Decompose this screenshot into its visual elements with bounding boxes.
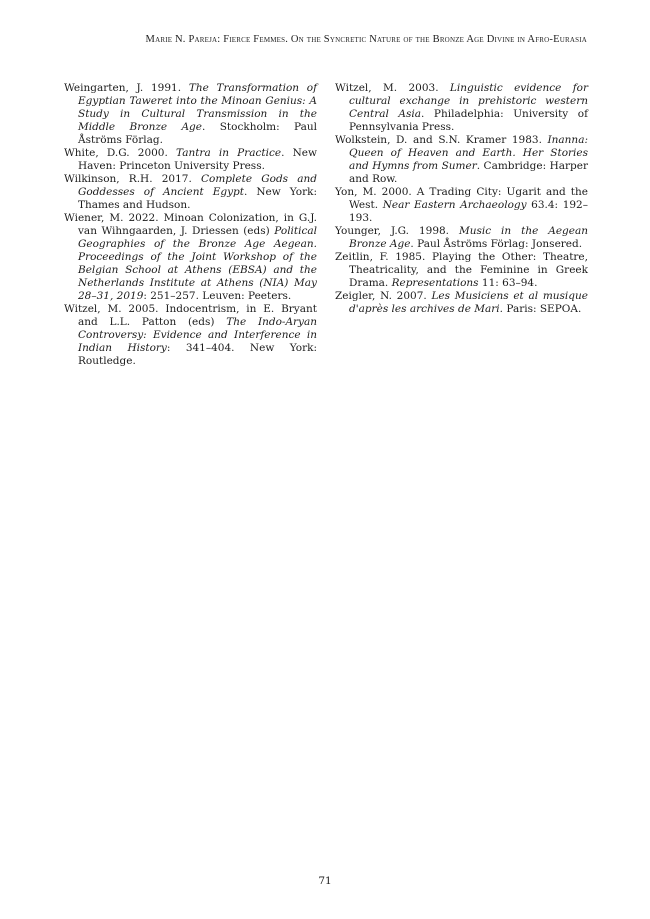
ref-title: Linguistic evidence for cultural exchange in prehistoric western Central Asia	[349, 82, 588, 120]
ref-text: . Philadelphia: University of Pennsylvania Press.	[349, 108, 588, 133]
reference-entry	[64, 173, 317, 212]
reference-entry	[335, 134, 588, 186]
ref-title: Music in the Aegean Bronze Age	[349, 225, 588, 250]
right-column	[335, 82, 588, 368]
reference-entry	[64, 303, 317, 368]
ref-text: Wolkstein, D. and S.N. Kramer 1983.	[335, 134, 548, 146]
ref-title: Tantra in Practice	[176, 147, 282, 159]
ref-text: Zeitlin, F. 1985. Playing the Other: Theatre, Theatricality, and the Feminine in Greek Drama.	[335, 251, 588, 289]
ref-title: Representations	[391, 277, 479, 289]
ref-text: : 341–404. New York: Routledge.	[78, 342, 317, 367]
ref-text: 63.4: 192–193.	[349, 199, 588, 224]
ref-text: . Cambridge: Harper and Row.	[349, 160, 588, 185]
ref-title: The Transformation of Egyptian Taweret into the Minoan Genius: A Study in Cultural Transmission in the Middle Bronze Age	[78, 82, 318, 133]
ref-text: . Paul Åströms Förlag: Jonsered.	[410, 238, 583, 250]
running-head: Marie N. Pareja: Fierce Femmes. On the Syncretic Nature of the Bronze Age Divine in Afro-Eurasia	[145, 34, 587, 45]
ref-title: Near Eastern Archaeology	[382, 199, 527, 211]
ref-title: Les Musiciens et al musique d'après les archives de Mari	[349, 290, 588, 315]
ref-title: The Indo-Aryan Controversy: Evidence and Interference in Indian History	[78, 316, 318, 354]
left-column	[64, 82, 317, 368]
ref-text: Wilkinson, R.H. 2017.	[64, 173, 201, 185]
ref-title: Political Geographies of the Bronze Age Aegean. Proceedings of the Joint Workshop of the Belgian School at Athens (EBSA) and the Netherlands Institute at Athens (NIA) May 28–31, 2019	[78, 225, 317, 302]
ref-title: Complete Gods and Goddesses of Ancient Egypt	[78, 173, 317, 198]
ref-text: . Stockholm: Paul Åströms Förlag.	[78, 121, 317, 146]
ref-text: 11: 63–94.	[478, 277, 538, 289]
reference-entry	[64, 82, 317, 147]
ref-text: Yon, M. 2000. A Trading City: Ugarit and the West.	[335, 186, 588, 211]
reference-entry	[335, 186, 588, 225]
reference-entry	[335, 290, 588, 316]
ref-text: Weingarten, J. 1991.	[64, 82, 189, 94]
reference-columns	[64, 82, 588, 368]
ref-text: Wiener, M. 2022. Minoan Colonization, in G.J. van Wihngaarden, J. Driessen (eds)	[64, 212, 317, 237]
ref-title: Inanna: Queen of Heaven and Earth. Her Stories and Hymns from Sumer	[349, 134, 588, 172]
reference-entry	[335, 225, 588, 251]
reference-entry	[64, 212, 317, 303]
ref-text: Zeigler, N. 2007.	[335, 290, 432, 302]
reference-entry	[335, 251, 588, 290]
ref-text: Witzel, M. 2003.	[335, 82, 450, 94]
reference-entry	[64, 147, 317, 173]
ref-text: . Paris: SEPOA.	[499, 303, 582, 315]
page-number: 71	[318, 875, 332, 887]
ref-text: White, D.G. 2000.	[64, 147, 176, 159]
ref-text: . New Haven: Princeton University Press.	[78, 147, 317, 172]
ref-text: Younger, J.G. 1998.	[335, 225, 459, 237]
ref-text: : 251–257. Leuven: Peeters.	[143, 290, 292, 302]
ref-text: Witzel, M. 2005. Indocentrism, in E. Bryant and L.L. Patton (eds)	[64, 303, 317, 328]
ref-text: . New York: Thames and Hudson.	[78, 186, 317, 211]
reference-entry	[335, 82, 588, 134]
